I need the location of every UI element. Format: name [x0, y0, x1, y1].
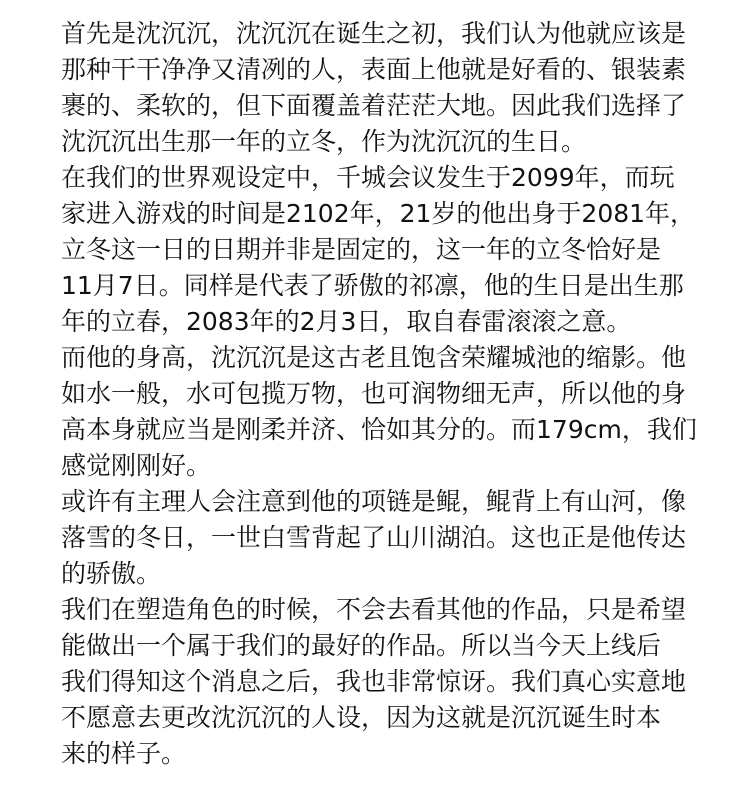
paragraph-5: [61, 592, 714, 772]
text-line: 如水一般，水可包揽万物，也可润物细无声，所以他的身: [61, 379, 687, 408]
paragraph-3: [61, 340, 714, 484]
text-line: 我们得知这个消息之后，我也非常惊讶。我们真心实意地: [61, 667, 687, 696]
text-line: 或许有主理人会注意到他的项链是鲲，鲲背上有山河，像: [61, 487, 687, 516]
text-line: 感觉刚刚好。: [61, 451, 212, 480]
text-line: 高本身就应当是刚柔并济、恰如其分的。而179cm，我们: [61, 415, 697, 444]
text-line: 立冬这一日的日期并非是固定的，这一年的立冬恰好是: [61, 235, 662, 264]
text-line: 年的立春，2083年的2月3日，取自春雷滚滚之意。: [61, 307, 632, 336]
text-line: 不愿意去更改沈沉沉的人设，因为这就是沉沉诞生时本: [61, 703, 662, 732]
text-line: 在我们的世界观设定中，千城会议发生于2099年，而玩: [61, 163, 675, 192]
text-line: 裹的、柔软的，但下面覆盖着茫茫大地。因此我们选择了: [61, 91, 687, 120]
text-line: 那种干干净净又清冽的人，表面上他就是好看的、银装素: [61, 55, 687, 84]
text-line: 11月7日。同样是代表了骄傲的祁凛，他的生日是出生那: [61, 271, 684, 300]
text-line: 来的样子。: [61, 739, 187, 768]
paragraph-2: [61, 160, 714, 340]
text-line: 家进入游戏的时间是2102年，21岁的他出身于2081年，: [61, 199, 696, 228]
text-line: 首先是沈沉沉，沈沉沉在诞生之初，我们认为他就应该是: [61, 19, 687, 48]
paragraph-1: [61, 16, 714, 160]
text-line: 的骄傲。: [61, 559, 162, 588]
text-line: 能做出一个属于我们的最好的作品。所以当今天上线后: [61, 631, 662, 660]
text-line: 而他的身高，沈沉沉是这古老且饱含荣耀城池的缩影。他: [61, 343, 687, 372]
text-line: 沈沉沉出生那一年的立冬，作为沈沉沉的生日。: [61, 127, 587, 156]
paragraph-4: [61, 484, 714, 592]
text-line: 落雪的冬日，一世白雪背起了山川湖泊。这也正是他传达: [61, 523, 687, 552]
text-line: 我们在塑造角色的时候，不会去看其他的作品，只是希望: [61, 595, 687, 624]
